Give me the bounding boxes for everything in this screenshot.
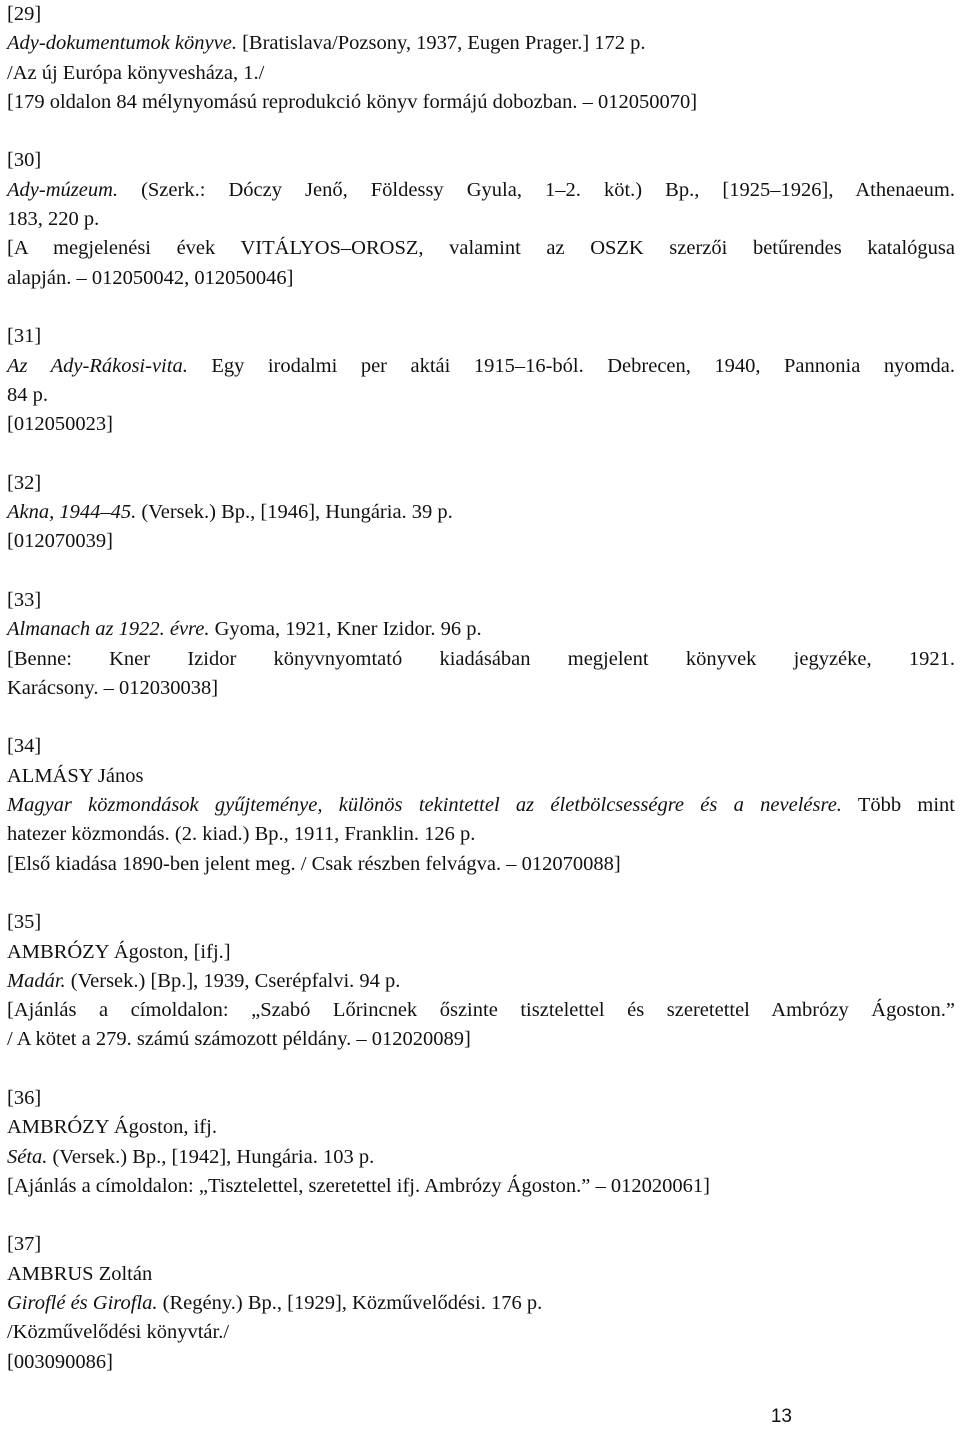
entry-imprint: hatezer közmondás. (2. kiad.) Bp., 1911, Franklin. 126 p. (7, 823, 476, 846)
entry-note: [012050023] (7, 413, 113, 436)
entry-title-line: Giroflé és Girofla. (Regény.) Bp., [1929], Közművelődési. 176 p. (7, 1292, 543, 1315)
entry-series: /Az új Európa könyvesháza, 1./ (7, 61, 265, 84)
entry-note: [012070039] (7, 530, 113, 553)
entry-title-line: Magyar közmondások gyűjteménye, különös tekintettel az életbölcsességre és a nevelésre. Több mint (7, 794, 955, 817)
entry-note: [003090086] (7, 1350, 113, 1373)
entry-pages: 183, 220 p. (7, 208, 100, 231)
entry-number: [30] (7, 149, 42, 172)
entry-author: AMBRÓZY Ágoston, [ifj.] (7, 940, 231, 963)
entry-number: [29] (7, 3, 42, 25)
entry-31 (7, 322, 957, 439)
entry-note-cont: alapján. – 012050042, 012050046] (7, 266, 294, 289)
entry-title: Magyar közmondások gyűjteménye, különös tekintettel az életbölcsességre és a nevelésre. (7, 794, 842, 817)
entry-note: [Benne: Kner Izidor könyvnyomtató kiadásában megjelent könyvek jegyzéke, 1921. (7, 647, 955, 670)
entry-note-cont: / A kötet a 279. számú számozott példány. – 012020089] (7, 1028, 471, 1051)
entry-title-line: Ady-múzeum. (Szerk.: Dóczy Jenő, Földessy Gyula, 1–2. köt.) Bp., [1925–1926], Athenaeum. (7, 178, 955, 201)
entry-author: ALMÁSY János (7, 764, 144, 787)
entry-note: [A megjelenési évek VITÁLYOS–OROSZ, valamint az OSZK szerzői betűrendes katalógusa (7, 237, 955, 260)
entry-note-cont: Karácsony. – 012030038] (7, 676, 219, 699)
entry-number: [35] (7, 911, 42, 934)
entry-title: Séta. (7, 1145, 48, 1168)
entry-title: Almanach az 1922. évre. (7, 618, 210, 641)
entry-number: [34] (7, 735, 42, 758)
entry-note: [Ajánlás a címoldalon: „Tisztelettel, szeretettel ifj. Ambrózy Ágoston.” – 012020061] (7, 1174, 710, 1197)
entry-author: AMBRÓZY Ágoston, ifj. (7, 1116, 217, 1139)
entry-pages: 84 p. (7, 383, 48, 406)
entry-number: [36] (7, 1086, 42, 1109)
entry-36 (7, 1084, 957, 1201)
entry-title-line: Madár. (Versek.) [Bp.], 1939, Cserépfalvi. 94 p. (7, 969, 401, 992)
entry-note: [179 oldalon 84 mélynyomású reprodukció könyv formájú dobozban. – 012050070] (7, 90, 698, 113)
entry-number: [33] (7, 588, 42, 611)
entry-note: [Ajánlás a címoldalon: „Szabó Lőrincnek őszinte tisztelettel és szeretettel Ambrózy Ágoston.” (7, 999, 955, 1022)
bibliography-page (7, 0, 957, 1377)
entry-34 (7, 732, 957, 878)
entry-note: [Első kiadása 1890-ben jelent meg. / Csak részben felvágva. – 012070088] (7, 852, 621, 875)
entry-title-line: Almanach az 1922. évre. Gyoma, 1921, Kner Izidor. 96 p. (7, 618, 482, 641)
page-number: 13 (770, 1406, 792, 1427)
entry-title-line: Az Ady-Rákosi-vita. Egy irodalmi per aktái 1915–16-ból. Debrecen, 1940, Pannonia nyomda. (7, 354, 955, 377)
entry-title: Giroflé és Girofla. (7, 1292, 158, 1315)
entry-29 (7, 0, 957, 117)
entry-title: Madár. (7, 969, 66, 992)
entry-number: [31] (7, 325, 42, 348)
entry-series: /Közművelődési könyvtár./ (7, 1321, 230, 1344)
entry-title: Az Ady-Rákosi-vita. (7, 354, 188, 377)
entry-number: [32] (7, 471, 42, 494)
entry-32 (7, 469, 957, 557)
entry-37 (7, 1230, 957, 1376)
entry-title-line: Ady-dokumentumok könyve. [Bratislava/Pozsony, 1937, Eugen Prager.] 172 p. (7, 32, 646, 55)
entry-author: AMBRUS Zoltán (7, 1262, 153, 1285)
entry-title: Ady-dokumentumok könyve. (7, 32, 237, 55)
entry-title-line: Séta. (Versek.) Bp., [1942], Hungária. 103 p. (7, 1145, 375, 1168)
entry-33 (7, 586, 957, 703)
entry-title: Akna, 1944–45. (7, 501, 137, 524)
entry-30 (7, 146, 957, 292)
entry-number: [37] (7, 1233, 42, 1256)
entry-title-line: Akna, 1944–45. (Versek.) Bp., [1946], Hungária. 39 p. (7, 501, 453, 524)
entry-35 (7, 908, 957, 1054)
entry-title: Ady-múzeum. (7, 178, 119, 201)
